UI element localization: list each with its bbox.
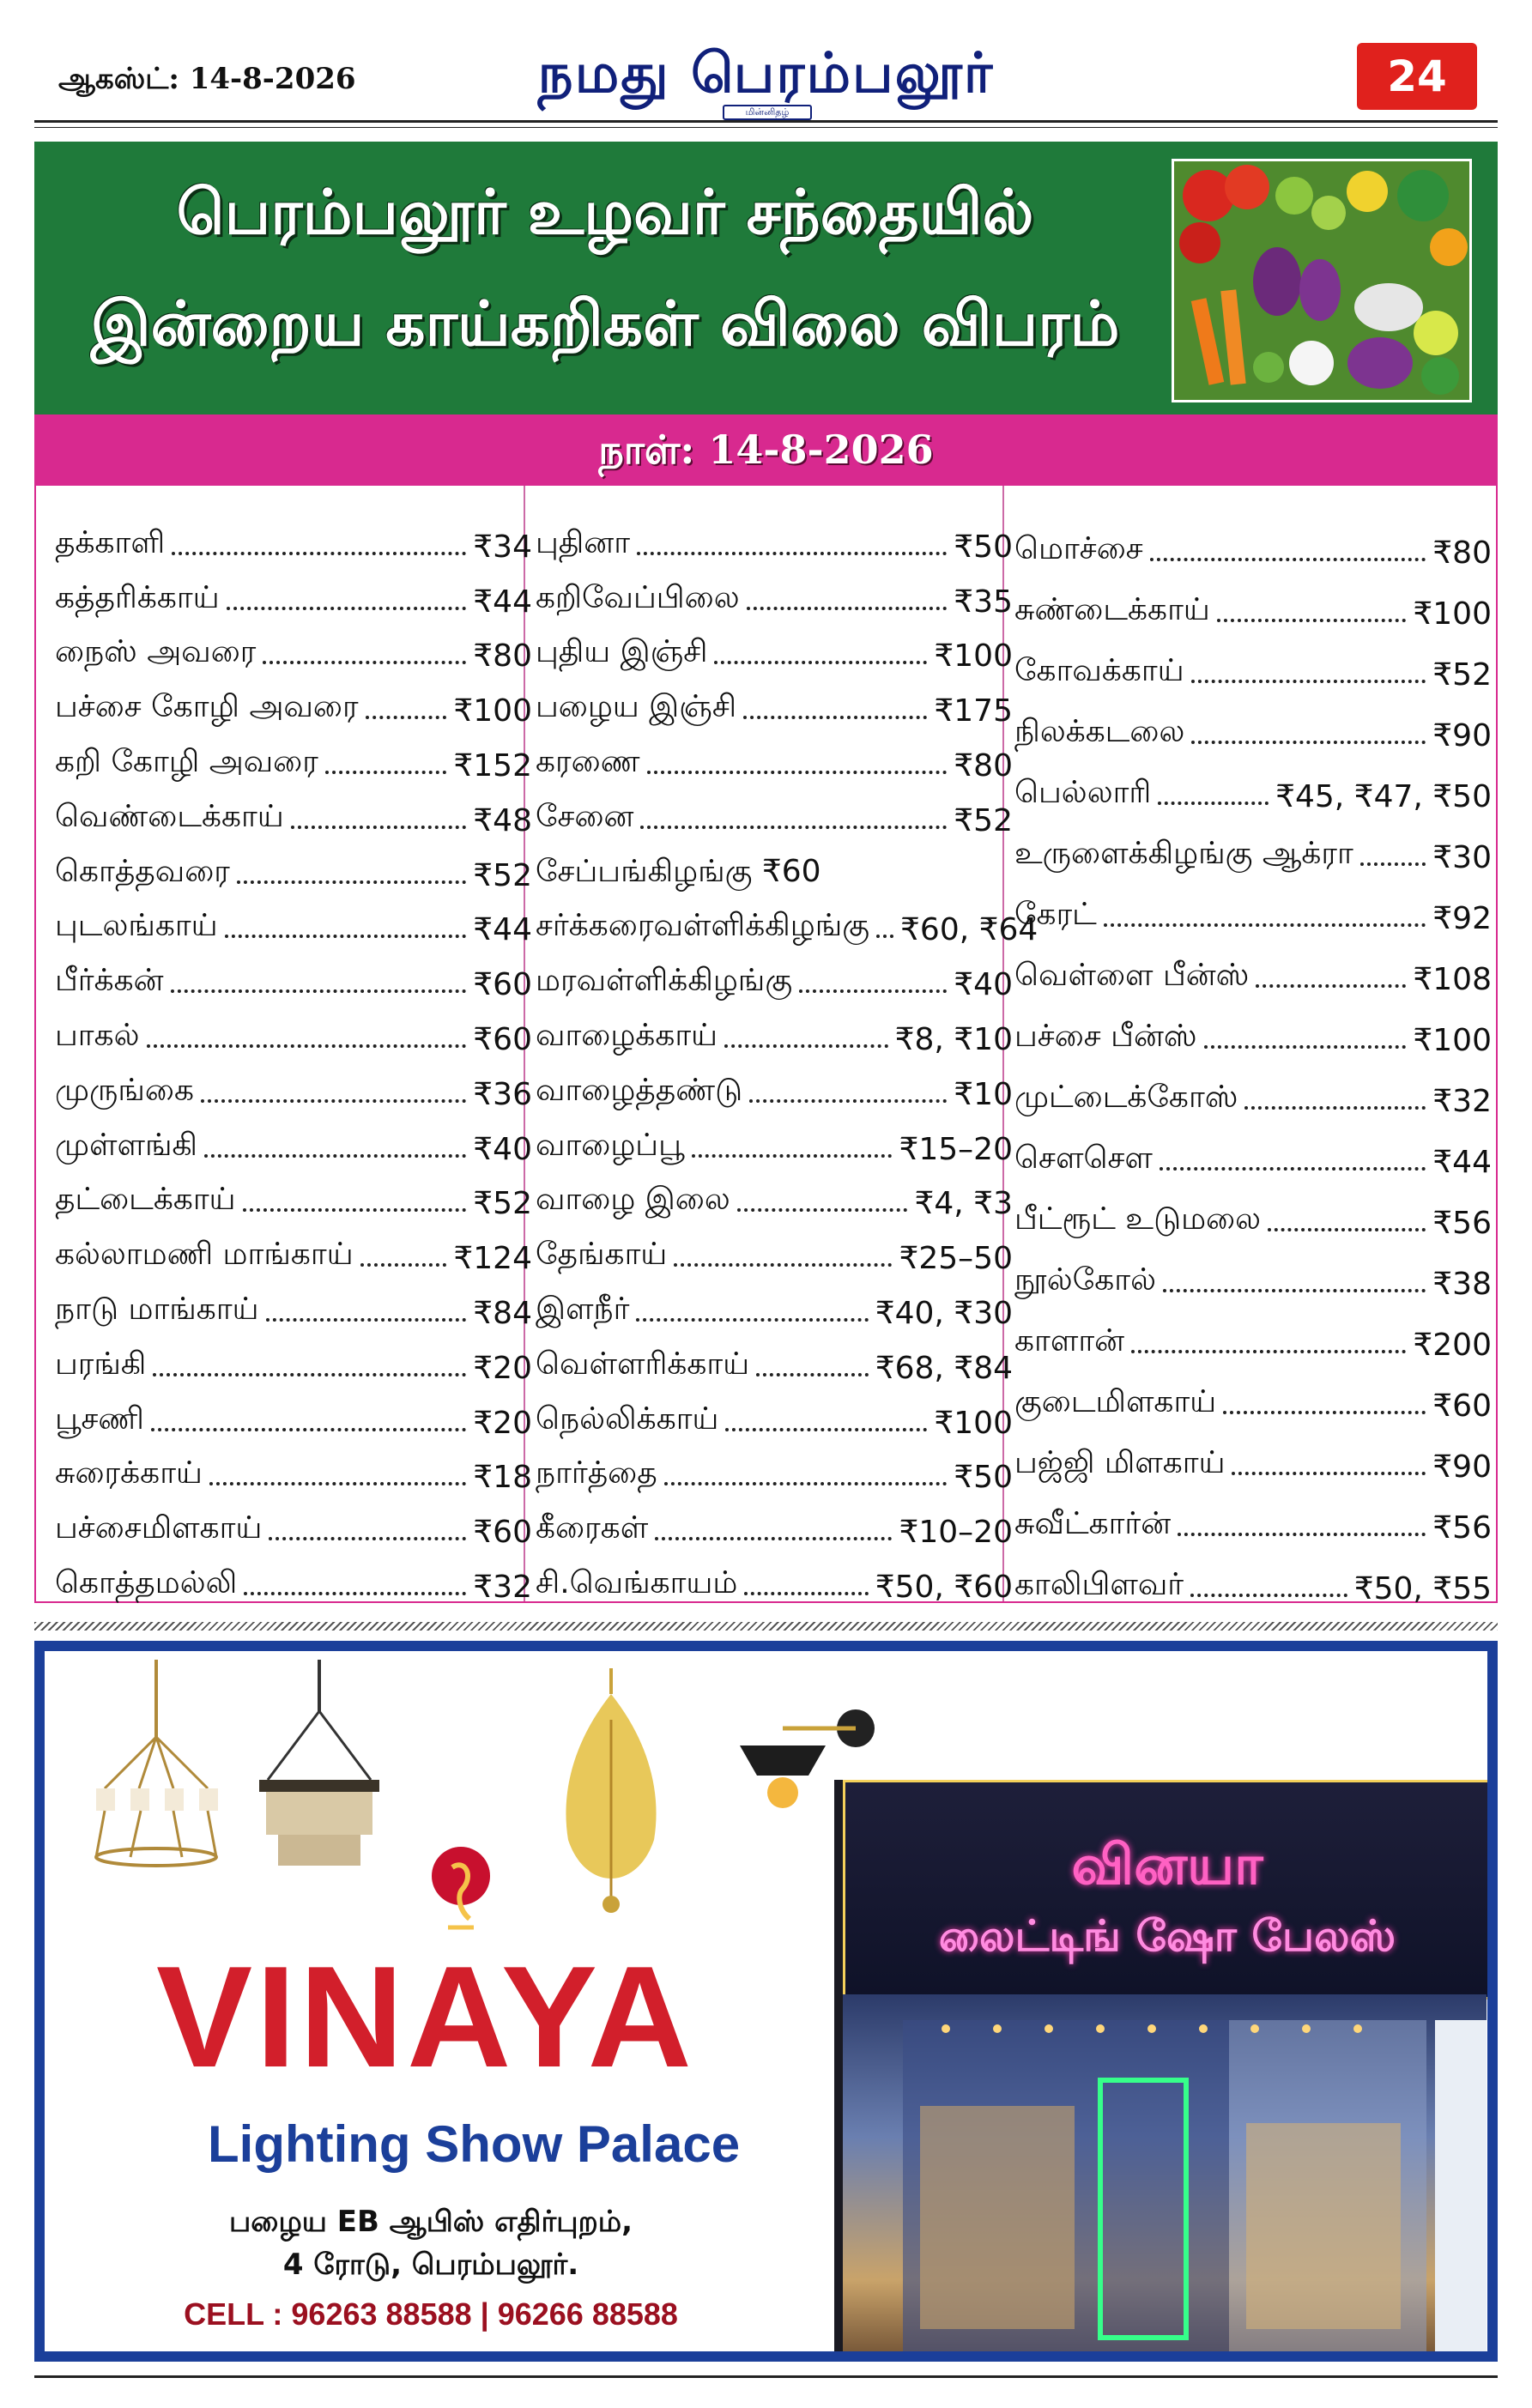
vegetable-name: புதிய இஞ்சி — [536, 634, 708, 670]
price-column-1 — [55, 510, 532, 1605]
vegetable-price: ₹20 — [473, 1405, 532, 1441]
price-row — [55, 838, 532, 893]
price-row — [536, 838, 1013, 893]
dot-leader — [1191, 741, 1426, 744]
vegetable-price: ₹80 — [954, 747, 1013, 784]
dot-leader — [360, 1263, 447, 1267]
dot-leader — [655, 1537, 892, 1540]
price-row — [55, 1221, 532, 1276]
vegetable-name: கறிவேப்பிலை — [536, 579, 740, 615]
vegetable-price: ₹4, ₹3 — [914, 1186, 1013, 1222]
market-date-bar: நாள்: 14-8-2026 — [34, 414, 1498, 486]
vegetable-name: பீட்ரூட் உடுமலை — [1014, 1201, 1261, 1237]
price-row — [55, 674, 532, 729]
vegetable-price: ₹152 — [453, 747, 532, 784]
vegetable-price: ₹100 — [453, 693, 532, 729]
price-row — [536, 1331, 1013, 1386]
vegetable-name: மொச்சை — [1014, 531, 1143, 566]
vegetable-price: ₹34 — [473, 529, 532, 565]
vegetable-price: ₹50, ₹55 — [1353, 1571, 1492, 1606]
price-row — [536, 1550, 1013, 1605]
vegetable-name: சர்க்கரைவள்ளிக்கிழங்கு — [536, 908, 870, 944]
vegetable-name: வாழைக்காய் — [536, 1017, 718, 1053]
ad-brand-tagline: Lighting Show Palace — [208, 2115, 741, 2173]
price-row — [1014, 571, 1492, 632]
vegetable-price: ₹18 — [473, 1460, 532, 1496]
vegetable-name: பச்சை பீன்ஸ் — [1014, 1019, 1197, 1054]
dot-leader — [743, 716, 927, 719]
price-row — [536, 1495, 1013, 1550]
vegetable-price: ₹100 — [1413, 1023, 1492, 1058]
price-row — [1014, 1302, 1492, 1363]
price-row — [55, 1002, 532, 1057]
vegetable-name: பச்சை கோழி அவரை — [55, 689, 359, 725]
dot-leader — [244, 1592, 466, 1595]
vegetable-price: ₹50 — [954, 529, 1013, 565]
dot-leader — [1163, 1289, 1426, 1292]
vegetable-name: வாழைப்பூ — [536, 1127, 685, 1163]
vegetable-name: சுண்டைக்காய் — [1014, 592, 1210, 627]
vegetable-price: ₹52 — [473, 1186, 532, 1222]
vegetable-price: ₹30 — [1432, 840, 1492, 875]
dot-leader — [1268, 1228, 1426, 1231]
vegetable-name: தேங்காய் — [536, 1237, 668, 1273]
ad-address-line-1: பழைய EB ஆபிஸ் எதிர்புறம், — [228, 2205, 633, 2239]
ad-brand-name: VINAYA — [156, 1936, 695, 2097]
dot-leader — [1232, 1472, 1426, 1475]
dot-leader — [1204, 1045, 1407, 1049]
dot-leader — [1104, 923, 1426, 927]
price-row — [1014, 1546, 1492, 1606]
dot-leader — [636, 1318, 868, 1322]
vegetable-name: கொத்தவரை — [55, 853, 230, 889]
dot-leader — [637, 552, 947, 555]
vegetable-name: சுரைக்காய் — [55, 1455, 203, 1491]
price-row — [55, 1057, 532, 1112]
vegetable-name: பூசணி — [55, 1401, 144, 1437]
dot-leader — [1150, 558, 1426, 561]
vegetable-price: ₹90 — [1432, 1449, 1492, 1485]
hatched-divider — [34, 1622, 1498, 1631]
price-row — [536, 565, 1013, 620]
vegetable-price: ₹35 — [954, 584, 1013, 620]
dot-leader — [227, 607, 467, 610]
price-row — [55, 893, 532, 948]
vegetable-name: பாகல் — [55, 1017, 140, 1053]
gold-chandelier-icon — [542, 1668, 680, 1917]
price-row — [536, 1002, 1013, 1057]
vegetable-name: வெண்டைக்காய் — [55, 798, 284, 834]
vegetable-price: ₹60, ₹64 — [900, 912, 1038, 948]
vegetable-price: ₹15–20 — [899, 1131, 1013, 1167]
masthead-rule-thin — [34, 127, 1498, 128]
vegetable-price: ₹32 — [1432, 1084, 1492, 1119]
dot-leader — [263, 661, 466, 664]
vegetable-name: பெல்லாரி — [1014, 775, 1152, 810]
dot-leader — [1178, 1533, 1426, 1536]
price-row — [1014, 510, 1492, 571]
dot-leader — [725, 1428, 927, 1431]
masthead — [34, 17, 1498, 120]
vegetable-name: பஜ்ஜி மிளகாய் — [1014, 1445, 1226, 1480]
vegetable-name: சி.வெங்காயம் — [536, 1564, 738, 1600]
dot-leader — [201, 1099, 466, 1103]
vegetable-price: ₹60 — [1432, 1389, 1492, 1424]
dot-leader — [1360, 862, 1426, 866]
vegetable-price: ₹52 — [954, 802, 1013, 838]
vegetable-name: கோவக்காய் — [1014, 653, 1184, 688]
vegetable-name: பழைய இஞ்சி — [536, 689, 737, 725]
vegetable-price: ₹80 — [1432, 535, 1492, 571]
vegetable-name: சுவீட்கார்ன் — [1014, 1506, 1172, 1541]
vegetable-price: ₹100 — [934, 638, 1013, 675]
dot-leader — [674, 1263, 892, 1267]
dot-leader — [1190, 1594, 1347, 1597]
price-row — [1014, 632, 1492, 693]
price-row — [536, 893, 1038, 948]
price-row — [1014, 1119, 1492, 1180]
dot-leader — [366, 716, 447, 719]
vegetable-name: கத்தரிக்காய் — [55, 579, 220, 615]
price-row — [55, 1495, 532, 1550]
dot-leader — [225, 935, 467, 938]
dot-leader — [647, 771, 948, 774]
ganesha-logo-icon — [427, 1842, 495, 1936]
vegetable-name: நிலக்கடலை — [1014, 714, 1185, 749]
price-row — [1014, 1058, 1492, 1119]
vegetable-price: ₹175 — [934, 693, 1013, 729]
price-row — [536, 1441, 1013, 1496]
crystal-chandelier-icon — [251, 1660, 388, 1874]
vegetable-name: வாழை இலை — [536, 1182, 730, 1218]
page-bottom-rule — [34, 2375, 1498, 2378]
vegetable-name: மரவள்ளிக்கிழங்கு — [536, 963, 793, 999]
vegetable-name: காலிபிளவர் — [1014, 1567, 1184, 1602]
headline-line-1: பெரம்பலூர் உழவர் சந்தையில் — [176, 176, 1034, 248]
vegetable-name: புதினா — [536, 524, 631, 560]
price-column-2 — [536, 510, 1038, 1605]
vegetable-name: வெள்ளை பீன்ஸ் — [1014, 958, 1250, 993]
vegetable-name: இளநீர் — [536, 1291, 630, 1327]
vegetable-price: ₹108 — [1413, 962, 1492, 997]
vegetable-price: ₹52 — [1432, 657, 1492, 693]
price-row — [536, 674, 1013, 729]
vegetable-price: ₹44 — [473, 584, 532, 620]
dot-leader — [243, 1208, 467, 1212]
vegetable-price: ₹60 — [473, 1515, 532, 1551]
ad-phone-numbers: CELL : 96263 88588 | 96266 88588 — [184, 2296, 678, 2332]
dot-leader — [756, 1373, 869, 1376]
price-row — [55, 1386, 532, 1441]
vegetable-price: ₹48 — [473, 802, 532, 838]
vegetable-name: நாடு மாங்காய் — [55, 1291, 259, 1327]
price-row — [55, 729, 532, 784]
vegetable-price: ₹80 — [473, 638, 532, 675]
dot-leader — [724, 1044, 888, 1048]
price-row — [536, 1276, 1013, 1331]
dot-leader — [692, 1154, 893, 1158]
vegetable-name: பச்சைமிளகாய் — [55, 1510, 263, 1546]
vegetable-name: கொத்தமல்லி — [55, 1564, 238, 1600]
vegetable-name: தக்காளி — [55, 524, 166, 560]
dot-leader — [291, 826, 467, 829]
price-row — [536, 510, 1013, 565]
dot-leader — [237, 880, 466, 884]
price-row — [536, 1167, 1013, 1222]
price-row — [1014, 1424, 1492, 1485]
price-row — [55, 565, 532, 620]
vegetable-price: ₹38 — [1432, 1267, 1492, 1302]
vegetable-name: சேனை — [536, 798, 634, 834]
dot-leader — [876, 935, 893, 938]
price-row — [55, 1441, 532, 1496]
dot-leader — [269, 1537, 466, 1540]
vegetable-name: நூல்கோல் — [1014, 1262, 1156, 1298]
vegetable-name: சேப்பங்கிழங்கு ₹60 — [536, 853, 821, 889]
dot-leader — [1131, 1350, 1406, 1353]
shop-sign-line-1: வினயா — [1071, 1834, 1263, 1897]
vegetable-price: ₹40, ₹30 — [875, 1295, 1013, 1331]
price-row — [536, 1112, 1013, 1167]
dot-leader — [1223, 1411, 1426, 1414]
vegetable-name: கறி கோழி அவரை — [55, 743, 318, 779]
price-row — [55, 1331, 532, 1386]
price-row — [1014, 814, 1492, 875]
vegetable-name: கீரைகள் — [536, 1510, 649, 1546]
vegetable-price: ₹124 — [453, 1241, 532, 1277]
vegetable-name: உருளைக்கிழங்கு ஆக்ரா — [1014, 836, 1353, 871]
price-row — [536, 1386, 1013, 1441]
vegetable-price: ₹60 — [473, 967, 532, 1003]
vegetable-name: முள்ளங்கி — [55, 1127, 197, 1163]
vegetable-name: காளான் — [1014, 1323, 1125, 1358]
vegetable-name: பீர்க்கன் — [55, 963, 164, 999]
vegetable-name: கல்லாமணி மாங்காய் — [55, 1237, 354, 1273]
ad-address-line-2: 4 ரோடு, பெரம்பலூர். — [282, 2248, 579, 2282]
vegetable-price: ₹50 — [954, 1460, 1013, 1496]
price-row — [1014, 936, 1492, 997]
price-row — [1014, 753, 1492, 814]
vegetable-price: ₹8, ₹10 — [894, 1021, 1013, 1057]
dot-leader — [209, 1482, 466, 1485]
price-row — [1014, 1180, 1492, 1241]
price-row — [55, 784, 532, 838]
price-table — [34, 486, 1498, 1606]
vegetable-name: கரணை — [536, 743, 640, 779]
price-row — [1014, 1363, 1492, 1424]
price-row — [1014, 997, 1492, 1058]
vegetable-name: குடைமிளகாய் — [1014, 1384, 1217, 1419]
paper-title: நமது பெரம்பலூர் — [537, 41, 995, 106]
headline-line-2: இன்றைய காய்கறிகள் விலை விபரம் — [90, 287, 1120, 360]
dot-leader — [1191, 680, 1426, 683]
vegetable-price: ₹100 — [934, 1405, 1013, 1441]
dot-leader — [737, 1208, 908, 1212]
vegetable-name: முருங்கை — [55, 1072, 194, 1108]
vegetable-price: ₹20 — [473, 1350, 532, 1386]
price-row — [536, 1221, 1013, 1276]
dot-leader — [325, 771, 447, 774]
headline-banner — [34, 142, 1498, 414]
dot-leader — [714, 661, 927, 664]
dot-leader — [799, 989, 947, 993]
vegetable-price: ₹56 — [1432, 1206, 1492, 1241]
vegetable-price: ₹100 — [1413, 596, 1492, 632]
dot-leader — [1256, 984, 1406, 988]
price-row — [55, 510, 532, 565]
dot-leader — [1158, 802, 1269, 805]
price-row — [55, 1276, 532, 1331]
masthead-rule — [34, 120, 1498, 123]
price-row — [55, 947, 532, 1002]
dot-leader — [153, 1373, 466, 1376]
price-row — [55, 1167, 532, 1222]
vegetable-price: ₹56 — [1432, 1510, 1492, 1546]
vegetable-price: ₹68, ₹84 — [875, 1350, 1013, 1386]
vegetable-name: தட்டைக்காய் — [55, 1182, 236, 1218]
dot-leader — [664, 1482, 948, 1485]
price-row — [536, 729, 1013, 784]
vegetable-price: ₹200 — [1413, 1328, 1492, 1363]
dot-leader — [640, 826, 947, 829]
price-row — [536, 620, 1013, 675]
dot-leader — [1244, 1106, 1426, 1110]
dot-leader — [151, 1428, 466, 1431]
price-row — [536, 784, 1013, 838]
price-row — [55, 620, 532, 675]
price-row — [536, 1057, 1013, 1112]
vegetable-price: ₹60 — [473, 1021, 532, 1057]
vegetable-name: சௌசௌ — [1014, 1140, 1153, 1176]
dot-leader — [147, 1044, 467, 1048]
shop-front-photo — [843, 1994, 1487, 2351]
vegetable-price: ₹50, ₹60 — [875, 1569, 1013, 1605]
vegetable-price: ₹32 — [473, 1569, 532, 1605]
dot-leader — [171, 989, 467, 993]
vegetable-price: ₹44 — [473, 912, 532, 948]
shop-sign-line-2: லைட்டிங் ஷோ பேலஸ் — [938, 1911, 1396, 1961]
vegetable-price: ₹25–50 — [899, 1241, 1013, 1277]
vegetable-name: நெல்லிக்காய் — [536, 1401, 719, 1437]
vegetable-price: ₹44 — [1432, 1145, 1492, 1180]
ad-panel — [45, 1651, 1487, 2351]
dot-leader — [172, 552, 466, 555]
vegetable-price: ₹92 — [1432, 901, 1492, 936]
vegetable-name: நைஸ் அவரை — [55, 634, 257, 670]
advertisement — [34, 1641, 1498, 2362]
vegetable-name: கேரட் — [1014, 897, 1097, 932]
vegetable-price: ₹10 — [954, 1076, 1013, 1112]
vegetable-price: ₹45, ₹47, ₹50 — [1275, 779, 1492, 814]
vegetable-name: வெள்ளரிக்காய் — [536, 1346, 750, 1382]
vegetables-photo — [1172, 159, 1472, 402]
issue-date: ஆகஸ்ட்: 14-8-2026 — [58, 62, 356, 96]
dot-leader — [266, 1318, 467, 1322]
dot-leader — [749, 1099, 947, 1103]
vegetable-price: ₹40 — [954, 967, 1013, 1003]
vegetable-price: ₹36 — [473, 1076, 532, 1112]
vegetable-price: ₹40 — [473, 1131, 532, 1167]
price-row — [536, 947, 1013, 1002]
price-row — [55, 1550, 532, 1605]
vegetable-name: நார்த்தை — [536, 1455, 657, 1491]
vegetable-price: ₹84 — [473, 1295, 532, 1331]
vegetable-price: ₹90 — [1432, 718, 1492, 753]
paper-subtitle: மின்னிதழ் — [723, 105, 812, 120]
price-row — [1014, 1485, 1492, 1546]
page-number: 24 — [1357, 43, 1477, 110]
vegetable-name: வாழைத்தண்டு — [536, 1072, 743, 1108]
price-row — [1014, 875, 1492, 936]
dot-leader — [204, 1154, 466, 1158]
vegetable-price: ₹10–20 — [899, 1515, 1013, 1551]
price-column-3 — [1014, 510, 1492, 1606]
price-row — [1014, 1241, 1492, 1302]
dot-leader — [1160, 1167, 1426, 1171]
vegetable-name: பரங்கி — [55, 1346, 147, 1382]
shop-photo — [834, 1780, 1487, 2351]
dot-leader — [1217, 619, 1407, 622]
shop-signboard — [843, 1780, 1487, 2000]
dot-leader — [744, 1592, 868, 1595]
price-row — [55, 1112, 532, 1167]
dot-leader — [747, 607, 948, 610]
vegetable-name: முட்டைக்கோஸ் — [1014, 1080, 1238, 1115]
price-row — [1014, 693, 1492, 753]
chandelier-icon — [88, 1660, 225, 1874]
vegetable-price: ₹52 — [473, 857, 532, 893]
vegetable-name: புடலங்காய் — [55, 908, 218, 944]
